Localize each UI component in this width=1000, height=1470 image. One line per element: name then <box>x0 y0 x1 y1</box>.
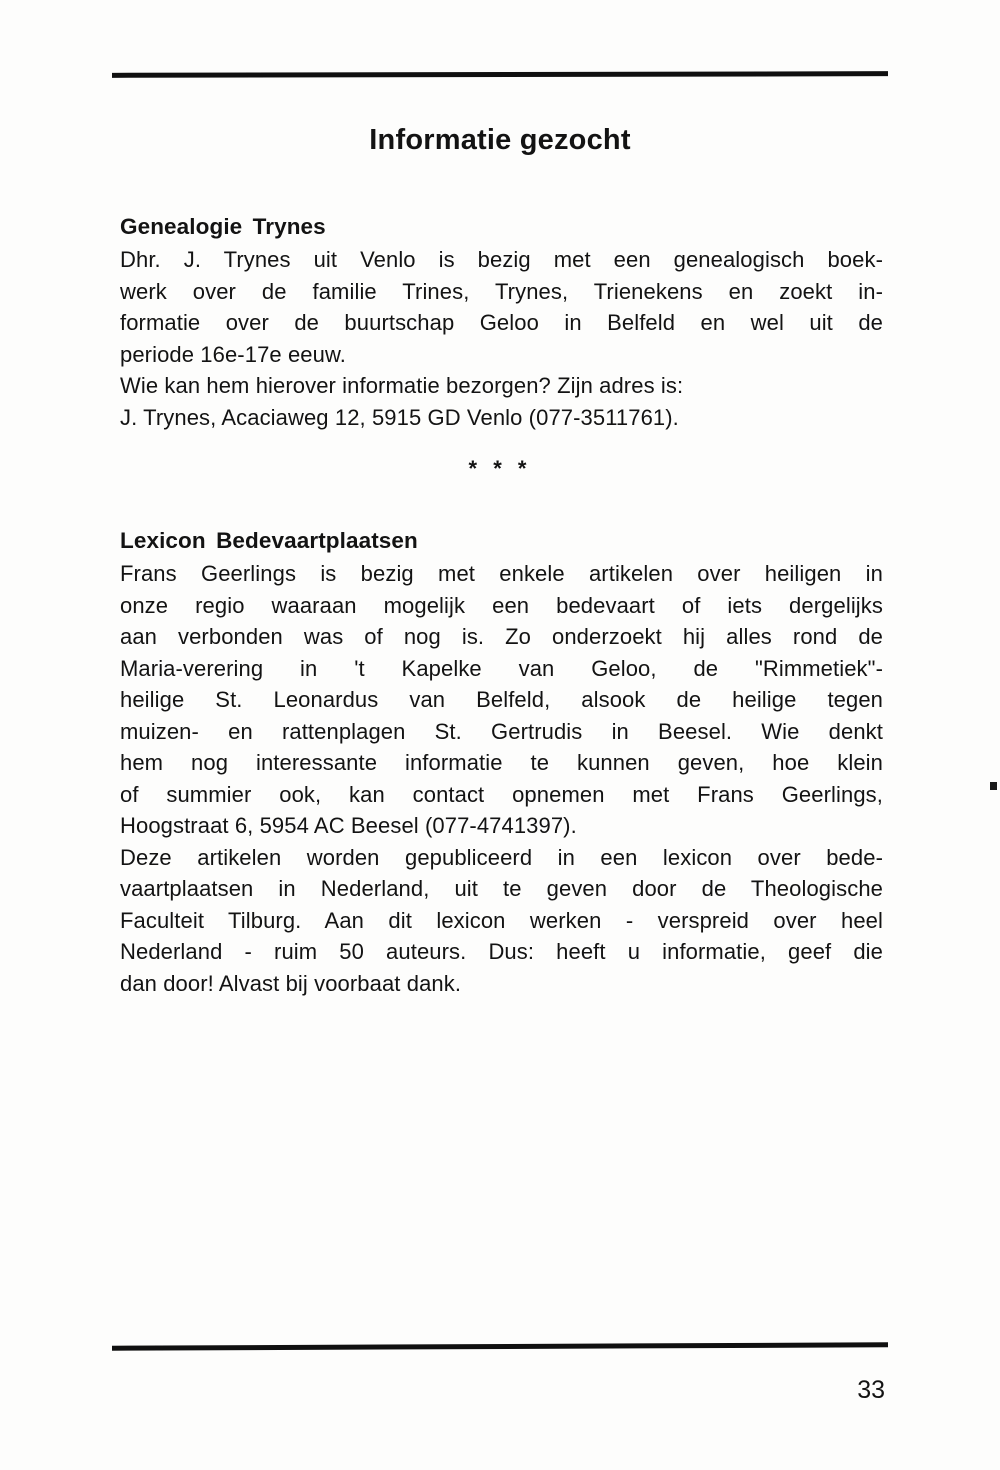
text-line: hem nog interessante informatie te kunnen geven, hoe klein <box>120 750 883 775</box>
text-line: Faculteit Tilburg. Aan dit lexicon werken - verspreid over heel <box>120 907 883 933</box>
section-heading: Lexicon Bedevaartplaatsen <box>120 528 418 553</box>
text-line: Dhr. J. Trynes uit Venlo is bezig met een genealogisch boek- <box>120 247 883 272</box>
text-line: aan verbonden was of nog is. Zo onderzoekt hij alles rond de <box>120 624 883 649</box>
text-line: Nederland - ruim 50 auteurs. Dus: heeft u informatie, geef die <box>120 939 883 964</box>
top-horizontal-rule <box>112 71 888 78</box>
section-body <box>120 558 883 999</box>
section-body <box>120 244 883 433</box>
page-title: Informatie gezocht <box>369 124 631 157</box>
text-line: Frans Geerlings is bezig met enkele artikelen over heiligen in <box>120 561 883 586</box>
text-line: J. Trynes, Acaciaweg 12, 5915 GD Venlo (077-3511761). <box>120 404 679 430</box>
text-line: Wie kan hem hierover informatie bezorgen? Zijn adres is: <box>120 373 684 398</box>
text-line: heilige St. Leonardus van Belfeld, alsook de heilige tegen <box>120 687 883 712</box>
text-line: werk over de familie Trines, Trynes, Trienekens en zoekt in- <box>120 278 883 304</box>
text-line: dan door! Alvast bij voorbaat dank. <box>120 970 462 996</box>
page-number: 33 <box>857 1376 885 1404</box>
asterisk-separator: * * * <box>468 456 532 481</box>
bottom-horizontal-rule <box>112 1342 888 1350</box>
text-line: onze regio waaraan mogelijk een bedevaart of iets dergelijks <box>120 592 883 618</box>
scan-speck-artifact <box>990 782 997 790</box>
text-line: periode 16e-17e eeuw. <box>120 341 346 367</box>
section-genealogie-trynes <box>120 210 883 433</box>
section-lexicon-bedevaartplaatsen <box>120 524 883 999</box>
text-line: Deze artikelen worden gepubliceerd in een lexicon over bede- <box>120 844 883 870</box>
text-line: vaartplaatsen in Nederland, uit te geven door de Theologische <box>120 876 883 901</box>
text-line: of summier ook, kan contact opnemen met Frans Geerlings, <box>120 781 883 807</box>
section-heading: Genealogie Trynes <box>120 214 326 239</box>
text-line: formatie over de buurtschap Geloo in Belfeld en wel uit de <box>120 310 883 335</box>
text-line: Hoogstraat 6, 5954 AC Beesel (077-4741397). <box>120 813 577 838</box>
text-line: Maria-verering in 't Kapelke van Geloo, de "Rimmetiek"- <box>120 655 883 681</box>
text-line: muizen- en rattenplagen St. Gertrudis in Beesel. Wie denkt <box>120 718 883 744</box>
